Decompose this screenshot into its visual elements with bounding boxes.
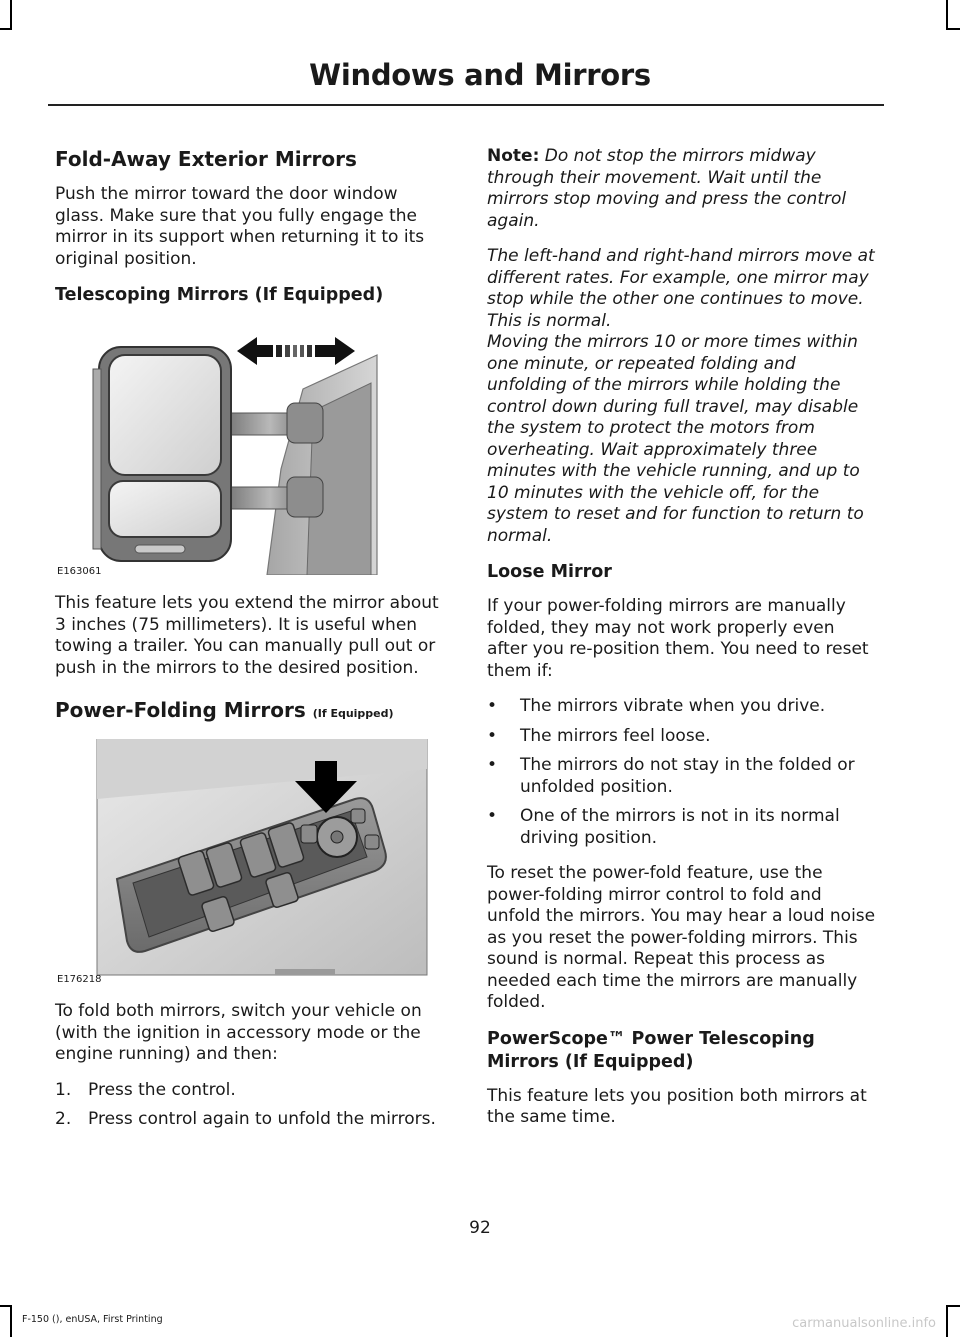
list-item bbox=[487, 696, 880, 718]
paragraph-to-fold: To fold both mirrors, switch your vehicle on (with the ignition in accessory mode or the engine running) and then: bbox=[55, 1001, 422, 1064]
note-paragraph bbox=[487, 146, 880, 232]
paragraph-loose-mirror: If your power-folding mirrors are manually folded, they may not work properly even after you re-position them. You need to reset them if: bbox=[487, 596, 869, 681]
step-number: 2. bbox=[55, 1109, 72, 1129]
heading-telescoping: Telescoping Mirrors (If Equipped) bbox=[55, 285, 384, 305]
bullet-text: The mirrors do not stay in the folded or unfolded position. bbox=[520, 755, 855, 797]
list-item bbox=[487, 726, 880, 748]
list-item bbox=[487, 755, 880, 798]
heading-powerscope: PowerScope™ Power Telescoping Mirrors (If Equipped) bbox=[487, 1028, 815, 1072]
header-rule bbox=[48, 104, 884, 106]
crop-mark-bl-h bbox=[0, 1305, 12, 1307]
page-header-title: Windows and Mirrors bbox=[309, 58, 651, 92]
right-column bbox=[487, 146, 880, 1143]
heading-power-folding bbox=[55, 697, 447, 727]
crop-mark-tr-v bbox=[946, 0, 948, 30]
bullet-icon: • bbox=[487, 755, 498, 775]
list-item bbox=[55, 1109, 447, 1131]
bullet-icon: • bbox=[487, 696, 498, 716]
note-text: Do not stop the mirrors midway through their movement. Wait until the mirrors stop moving and press the control again. bbox=[487, 146, 847, 231]
italic-paragraph-overheating: Moving the mirrors 10 or more times within one minute, or repeated folding and unfolding of the mirrors while holding the control down during full travel, may disable the system to protect the motors from overheating. Wait approximately three minutes with the vehicle running, and up to 10 minutes with the vehicle off, for the system to reset and for function to return to normal. bbox=[487, 332, 864, 546]
figure-code-power-folding: E176218 bbox=[57, 974, 102, 985]
paragraph-powerscope: This feature lets you position both mirrors at the same time. bbox=[487, 1085, 867, 1127]
paragraph-telescoping: This feature lets you extend the mirror about 3 inches (75 millimeters). It is useful when towing a trailer. You can manually pull out or push in the mirrors to the desired position. bbox=[55, 593, 439, 678]
heading-fold-away: Fold-Away Exterior Mirrors bbox=[55, 147, 357, 171]
italic-paragraph-rates: The left-hand and right-hand mirrors move at different rates. For example, one mirror may stop while the other one continues to move. This is normal. bbox=[487, 246, 875, 331]
fold-steps-list bbox=[55, 1080, 447, 1131]
paragraph-reset: To reset the power-fold feature, use the power-folding mirror control to fold and unfold the mirrors. You may hear a loud noise as you reset the power-folding mirrors. This sound is normal. Repeat this process as needed each time the mirrors are manually folded. bbox=[487, 863, 876, 1012]
heading-power-folding-main: Power-Folding Mirrors bbox=[55, 698, 306, 722]
reset-conditions-list bbox=[487, 696, 880, 849]
watermark: carmanualsonline.info bbox=[792, 1316, 936, 1331]
figure-code-telescoping: E163061 bbox=[57, 566, 102, 577]
list-item bbox=[55, 1080, 447, 1102]
crop-mark-tr-h bbox=[946, 28, 960, 30]
crop-mark-bl-v bbox=[10, 1305, 12, 1337]
footer-edition: F-150 (), enUSA, First Printing bbox=[22, 1314, 163, 1325]
bullet-text: The mirrors vibrate when you drive. bbox=[520, 696, 826, 716]
figure-power-folding-control bbox=[55, 739, 447, 983]
bullet-icon: • bbox=[487, 725, 498, 746]
crop-mark-br-v bbox=[946, 1305, 948, 1337]
crop-mark-tl-v bbox=[10, 0, 12, 30]
bullet-icon: • bbox=[487, 806, 498, 826]
list-item bbox=[487, 806, 880, 849]
door-switch-panel-illustration bbox=[55, 739, 447, 983]
figure-telescoping-mirror bbox=[55, 319, 447, 575]
step-text: Press control again to unfold the mirrors. bbox=[88, 1109, 436, 1129]
heading-power-folding-qualifier: (If Equipped) bbox=[312, 707, 394, 720]
telescoping-mirror-illustration bbox=[55, 319, 447, 575]
heading-loose-mirror: Loose Mirror bbox=[487, 562, 612, 582]
paragraph-fold-away: Push the mirror toward the door window glass. Make sure that you fully engage the mirror in its support when returning it to its original position. bbox=[55, 184, 425, 269]
left-column bbox=[55, 146, 447, 1145]
note-label: Note: bbox=[487, 146, 540, 166]
page-number: 92 bbox=[469, 1218, 491, 1238]
step-number: 1. bbox=[55, 1079, 72, 1100]
bullet-text: One of the mirrors is not in its normal driving position. bbox=[520, 806, 840, 848]
crop-mark-tl-h bbox=[0, 28, 12, 30]
bullet-text: The mirrors feel loose. bbox=[520, 725, 711, 746]
step-text: Press the control. bbox=[88, 1079, 236, 1100]
crop-mark-br-h bbox=[946, 1305, 960, 1307]
